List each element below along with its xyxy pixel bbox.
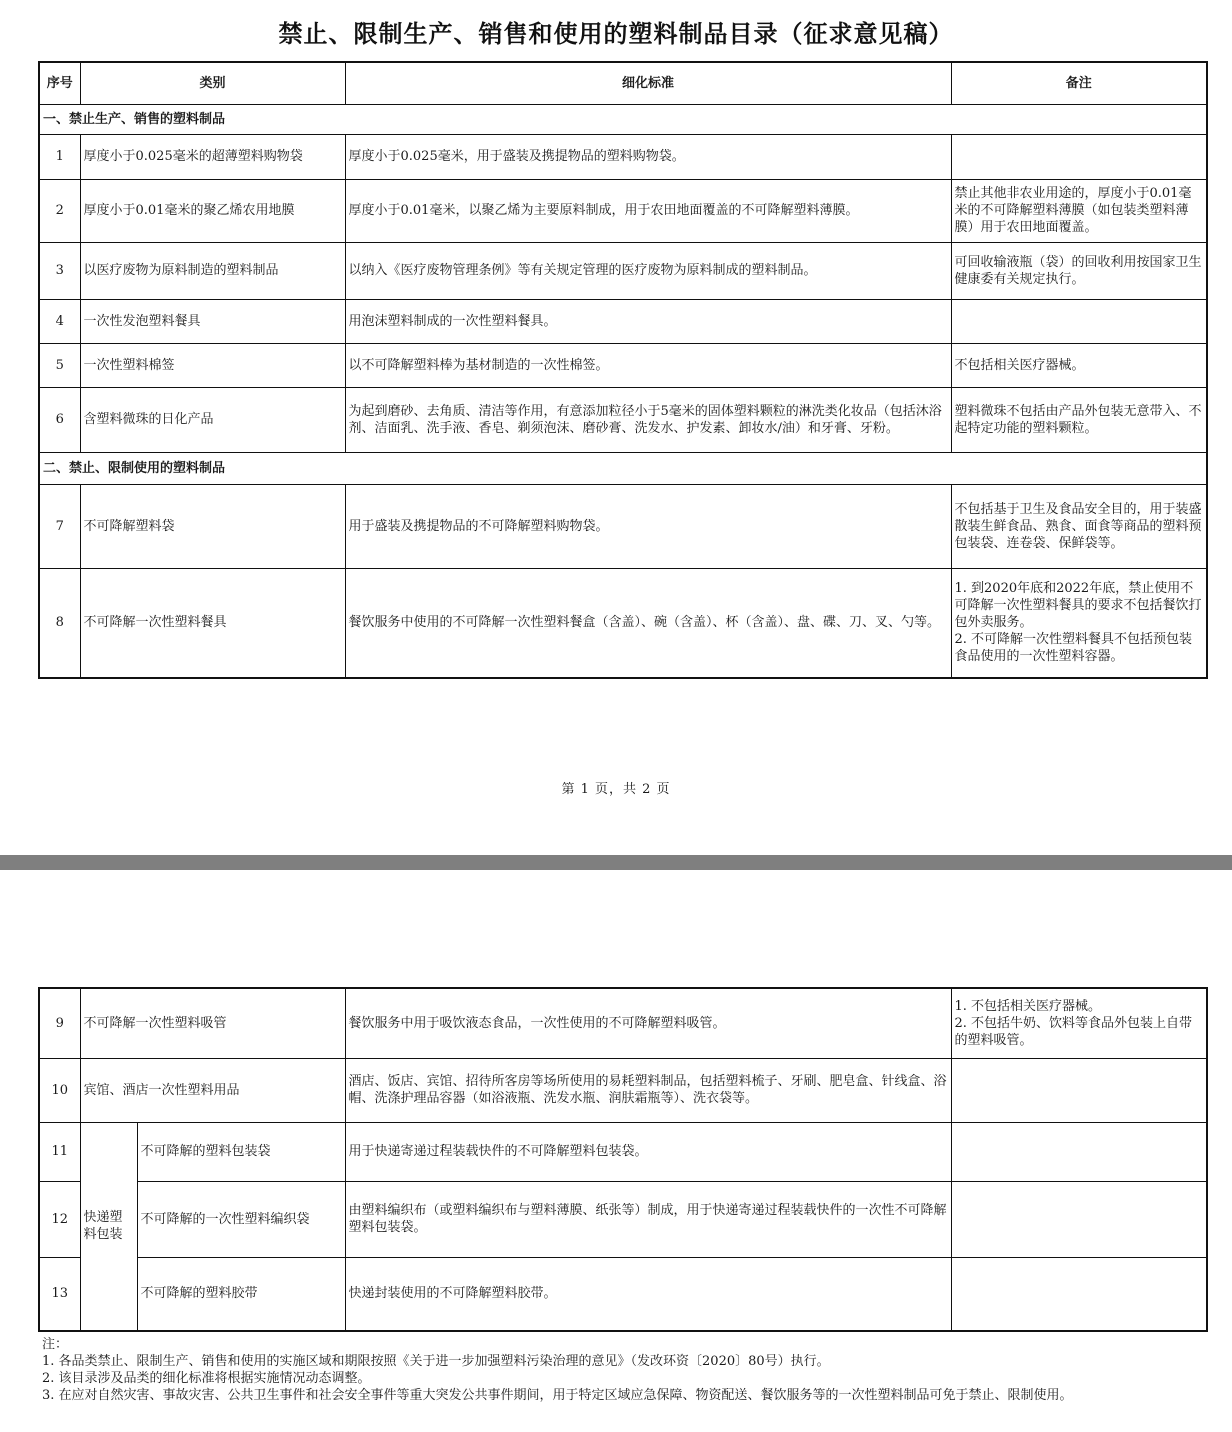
header-remark: 备注 bbox=[951, 62, 1207, 104]
catalog-table-page1 bbox=[38, 61, 1208, 679]
table-row bbox=[39, 134, 1207, 179]
table-row bbox=[39, 1257, 1207, 1331]
row-category: 不可降解的塑料胶带 bbox=[137, 1257, 345, 1331]
section-2-title: 二、禁止、限制使用的塑料制品 bbox=[39, 452, 1207, 484]
table-row bbox=[39, 1058, 1207, 1122]
row-category: 含塑料微珠的日化产品 bbox=[80, 387, 345, 452]
table-row bbox=[39, 299, 1207, 343]
row-standard: 用于盛装及携提物品的不可降解塑料购物袋。 bbox=[345, 484, 951, 568]
table-header-row bbox=[39, 62, 1207, 104]
catalog-table-page2 bbox=[38, 987, 1208, 1332]
note-item: 1. 各品类禁止、限制生产、销售和使用的实施区域和期限按照《关于进一步加强塑料污染治理的意见》（发改环资〔2020〕80号）执行。 bbox=[42, 1354, 830, 1369]
row-category: 一次性塑料棉签 bbox=[80, 343, 345, 387]
row-remark bbox=[951, 299, 1207, 343]
row-standard: 餐饮服务中用于吸饮液态食品，一次性使用的不可降解塑料吸管。 bbox=[345, 988, 951, 1058]
row-category: 宾馆、酒店一次性塑料用品 bbox=[80, 1058, 345, 1122]
table-row bbox=[39, 1122, 1207, 1181]
section-row bbox=[39, 452, 1207, 484]
row-standard: 餐饮服务中使用的不可降解一次性塑料餐盒（含盖）、碗（含盖）、杯（含盖）、盘、碟、刀、叉、勺等。 bbox=[345, 568, 951, 678]
row-num: 13 bbox=[39, 1257, 80, 1331]
row-remark: 塑料微珠不包括由产品外包装无意带入、不起特定功能的塑料颗粒。 bbox=[951, 387, 1207, 452]
row-num: 11 bbox=[39, 1122, 80, 1181]
row-category: 不可降解一次性塑料餐具 bbox=[80, 568, 345, 678]
row-category: 不可降解塑料袋 bbox=[80, 484, 345, 568]
row-standard: 快递封装使用的不可降解塑料胶带。 bbox=[345, 1257, 951, 1331]
row-remark: 不包括基于卫生及食品安全目的，用于装盛散装生鲜食品、熟食、面食等商品的塑料预包装袋、连卷袋、保鲜袋等。 bbox=[951, 484, 1207, 568]
row-remark bbox=[951, 1257, 1207, 1331]
row-standard: 以纳入《医疗废物管理条例》等有关规定管理的医疗废物为原料制成的塑料制品。 bbox=[345, 242, 951, 299]
document-title: 禁止、限制生产、销售和使用的塑料制品目录（征求意见稿） bbox=[278, 20, 954, 48]
table-row bbox=[39, 343, 1207, 387]
row-num: 1 bbox=[39, 134, 80, 179]
remark-line: 1. 到2020年底和2022年底，禁止使用不可降解一次性塑料餐具的要求不包括餐饮打包外卖服务。 bbox=[954, 581, 1202, 631]
header-standard: 细化标准 bbox=[345, 62, 951, 104]
row-remark bbox=[951, 1181, 1207, 1257]
row-num: 12 bbox=[39, 1181, 80, 1257]
row-standard: 由塑料编织布（或塑料编织布与塑料薄膜、纸张等）制成，用于快递寄递过程装载快件的一次性不可降解塑料包装袋。 bbox=[345, 1181, 951, 1257]
header-num: 序号 bbox=[39, 62, 80, 104]
page-separator bbox=[0, 855, 1232, 870]
notes-label: 注： bbox=[42, 1337, 69, 1352]
row-category: 厚度小于0.01毫米的聚乙烯农用地膜 bbox=[80, 179, 345, 242]
row-num: 7 bbox=[39, 484, 80, 568]
row-category: 以医疗废物为原料制造的塑料制品 bbox=[80, 242, 345, 299]
row-remark bbox=[951, 988, 1207, 1058]
row-num: 10 bbox=[39, 1058, 80, 1122]
row-standard: 酒店、饭店、宾馆、招待所客房等场所使用的易耗塑料制品，包括塑料梳子、牙刷、肥皂盒、针线盒、浴帽、洗涤护理品容器（如浴液瓶、洗发水瓶、润肤霜瓶等）、洗衣袋等。 bbox=[345, 1058, 951, 1122]
remark-line: 1. 不包括相关医疗器械。 bbox=[954, 998, 1102, 1014]
row-remark bbox=[951, 134, 1207, 179]
row-num: 6 bbox=[39, 387, 80, 452]
row-standard: 用泡沫塑料制成的一次性塑料餐具。 bbox=[345, 299, 951, 343]
row-group-category: 快递塑料包装 bbox=[80, 1122, 137, 1331]
row-num: 9 bbox=[39, 988, 80, 1058]
table-row bbox=[39, 1181, 1207, 1257]
table-row bbox=[39, 988, 1207, 1058]
page-number: 第 1 页，共 2 页 bbox=[561, 782, 671, 797]
row-num: 2 bbox=[39, 179, 80, 242]
row-category: 不可降解的一次性塑料编织袋 bbox=[137, 1181, 345, 1257]
row-remark bbox=[951, 1058, 1207, 1122]
row-remark bbox=[951, 1122, 1207, 1181]
table-row bbox=[39, 242, 1207, 299]
row-remark: 可回收输液瓶（袋）的回收利用按国家卫生健康委有关规定执行。 bbox=[951, 242, 1207, 299]
remark-line: 2. 不包括牛奶、饮料等食品外包装上自带的塑料吸管。 bbox=[954, 1015, 1193, 1048]
row-standard: 厚度小于0.025毫米，用于盛装及携提物品的塑料购物袋。 bbox=[345, 134, 951, 179]
row-category: 不可降解一次性塑料吸管 bbox=[80, 988, 345, 1058]
row-standard: 厚度小于0.01毫米，以聚乙烯为主要原料制成，用于农田地面覆盖的不可降解塑料薄膜。 bbox=[345, 179, 951, 242]
row-num: 4 bbox=[39, 299, 80, 343]
table-row bbox=[39, 179, 1207, 242]
note-item: 2. 该目录涉及品类的细化标准将根据实施情况动态调整。 bbox=[42, 1371, 371, 1386]
row-category: 厚度小于0.025毫米的超薄塑料购物袋 bbox=[80, 134, 345, 179]
row-standard: 以不可降解塑料棒为基材制造的一次性棉签。 bbox=[345, 343, 951, 387]
row-num: 5 bbox=[39, 343, 80, 387]
notes-section bbox=[42, 1336, 1222, 1404]
row-category: 不可降解的塑料包装袋 bbox=[137, 1122, 345, 1181]
section-row bbox=[39, 104, 1207, 134]
row-num: 8 bbox=[39, 568, 80, 678]
remark-line: 2. 不可降解一次性塑料餐具不包括预包装食品使用的一次性塑料容器。 bbox=[954, 632, 1193, 665]
row-category: 一次性发泡塑料餐具 bbox=[80, 299, 345, 343]
row-remark bbox=[951, 568, 1207, 678]
row-standard: 用于快递寄递过程装载快件的不可降解塑料包装袋。 bbox=[345, 1122, 951, 1181]
row-standard: 为起到磨砂、去角质、清洁等作用，有意添加粒径小于5毫米的固体塑料颗粒的淋洗类化妆品（包括沐浴剂、洁面乳、洗手液、香皂、剃须泡沫、磨砂膏、洗发水、护发素、卸妆水/油）和牙膏、牙粉。 bbox=[345, 387, 951, 452]
row-num: 3 bbox=[39, 242, 80, 299]
row-remark: 禁止其他非农业用途的，厚度小于0.01毫米的不可降解塑料薄膜（如包装类塑料薄膜）用于农田地面覆盖。 bbox=[951, 179, 1207, 242]
section-1-title: 一、禁止生产、销售的塑料制品 bbox=[39, 104, 1207, 134]
table-row bbox=[39, 484, 1207, 568]
table-row bbox=[39, 568, 1207, 678]
table-row bbox=[39, 387, 1207, 452]
row-remark: 不包括相关医疗器械。 bbox=[951, 343, 1207, 387]
header-category: 类别 bbox=[80, 62, 345, 104]
note-item: 3. 在应对自然灾害、事故灾害、公共卫生事件和社会安全事件等重大突发公共事件期间，用于特定区域应急保障、物资配送、餐饮服务等的一次性塑料制品可免于禁止、限制使用。 bbox=[42, 1388, 1073, 1403]
